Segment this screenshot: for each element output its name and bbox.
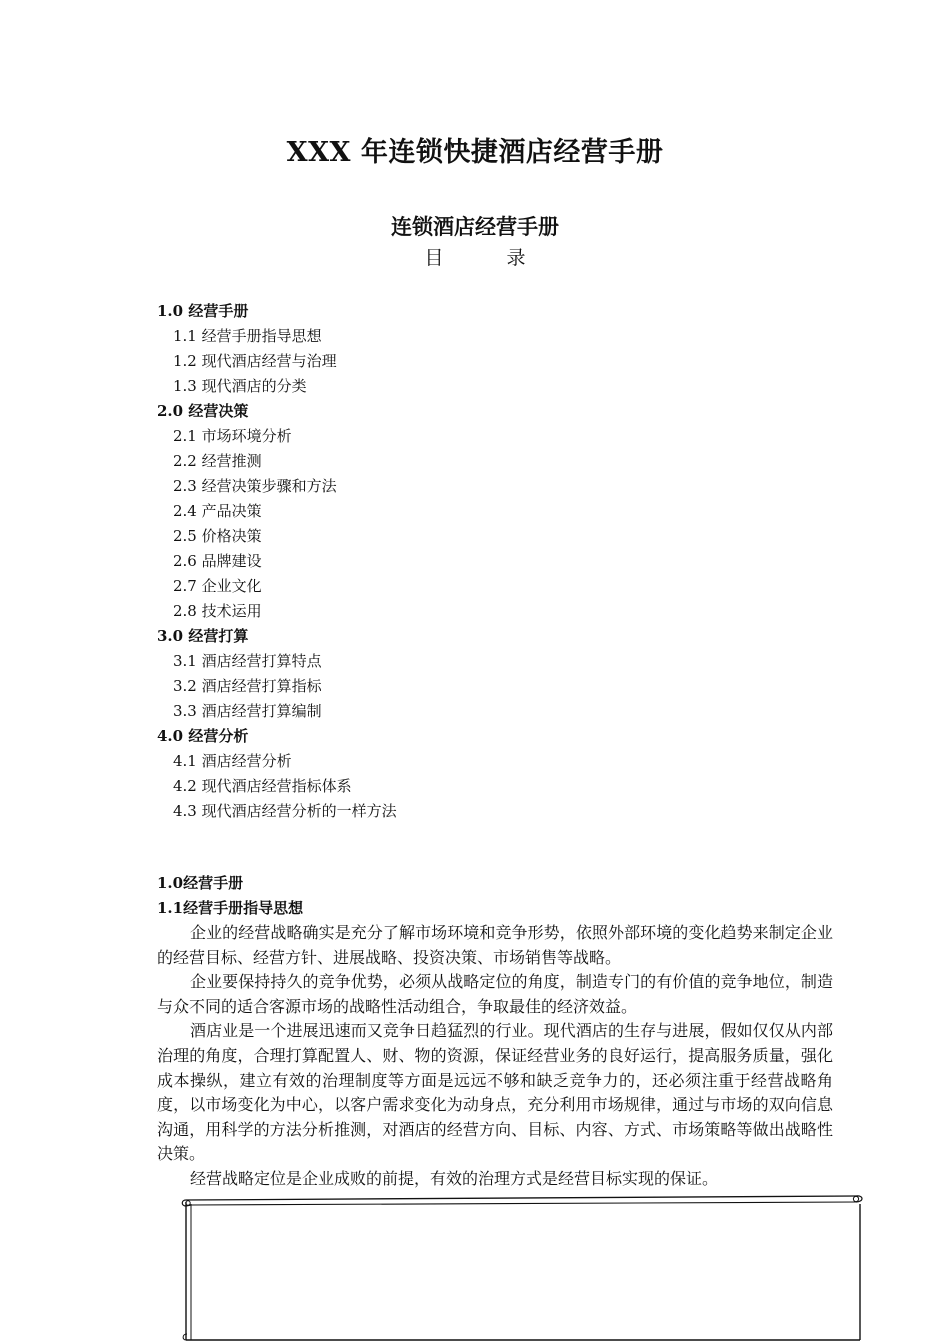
toc-entry: 3.3 酒店经营打算编制 xyxy=(173,702,322,720)
toc-entry: 4.1 酒店经营分析 xyxy=(173,752,292,770)
toc-chapter: 2.0 经营决策 xyxy=(157,402,249,420)
section-heading-1-1: 1.1经营手册指导思想 xyxy=(157,899,304,917)
toc-entry: 2.8 技术运用 xyxy=(173,602,262,620)
document-title: XXX 年连锁快捷酒店经营手册 xyxy=(286,137,664,168)
toc-entry: 1.2 现代酒店经营与治理 xyxy=(173,352,337,370)
document-subtitle: 连锁酒店经营手册 xyxy=(391,214,559,239)
table-of-contents xyxy=(157,299,397,824)
section-heading-1: 1.0经营手册 xyxy=(157,874,244,892)
paragraph: 企业的经营战略确实是充分了解市场环境和竞争形势，依照外部环境的变化趋势来制定企业的经营目标、经营方针、进展战略、投资决策、市场销售等战略。 xyxy=(157,923,833,967)
toc-entry: 1.3 现代酒店的分类 xyxy=(173,377,307,395)
section-body xyxy=(157,921,833,1192)
toc-entry: 2.5 价格决策 xyxy=(173,527,262,545)
toc-chapter: 4.0 经营分析 xyxy=(157,727,249,745)
scroll-shape-frame xyxy=(180,1190,864,1344)
toc-entry: 3.2 酒店经营打算指标 xyxy=(173,677,322,695)
toc-entry: 2.3 经营决策步骤和方法 xyxy=(173,477,337,495)
toc-heading: 目 录 xyxy=(424,247,548,269)
toc-entry: 2.6 品牌建设 xyxy=(173,552,262,570)
toc-entry: 3.1 酒店经营打算特点 xyxy=(173,652,322,670)
toc-chapter: 3.0 经营打算 xyxy=(157,627,249,645)
toc-entry: 1.1 经营手册指导思想 xyxy=(173,327,322,345)
paragraph: 酒店业是一个进展迅速而又竞争日趋猛烈的行业。现代酒店的生存与进展，假如仅仅从内部治理的角度，合理打算配置人、财、物的资源，保证经营业务的良好运行，提高服务质量，强化成本操纵，建立有效的治理制度等方面是远远不够和缺乏竞争力的，还必须注重于经营战略角度，以市场变化为中心，以客户需求变化为动身点，充分利用市场规律，通过与市场的双向信息沟通，用科学的方法分析推测，对酒店的经营方向、目标、内容、方式、市场策略等做出战略性决策。 xyxy=(157,1021,833,1164)
toc-entry: 4.2 现代酒店经营指标体系 xyxy=(173,777,352,795)
toc-entry: 2.4 产品决策 xyxy=(173,502,262,520)
toc-entry: 2.1 市场环境分析 xyxy=(173,427,292,445)
paragraph: 经营战略定位是企业成败的前提，有效的治理方式是经营目标实现的保证。 xyxy=(190,1168,719,1188)
toc-entry: 2.7 企业文化 xyxy=(173,577,262,595)
toc-chapter: 1.0 经营手册 xyxy=(157,302,249,320)
toc-entry: 2.2 经营推测 xyxy=(173,452,262,470)
toc-entry: 4.3 现代酒店经营分析的一样方法 xyxy=(173,802,397,820)
paragraph: 企业要保持持久的竞争优势，必须从战略定位的角度，制造专门的有价值的竞争地位，制造与众不同的适合客源市场的战略性活动组合，争取最佳的经济效益。 xyxy=(157,972,833,1016)
